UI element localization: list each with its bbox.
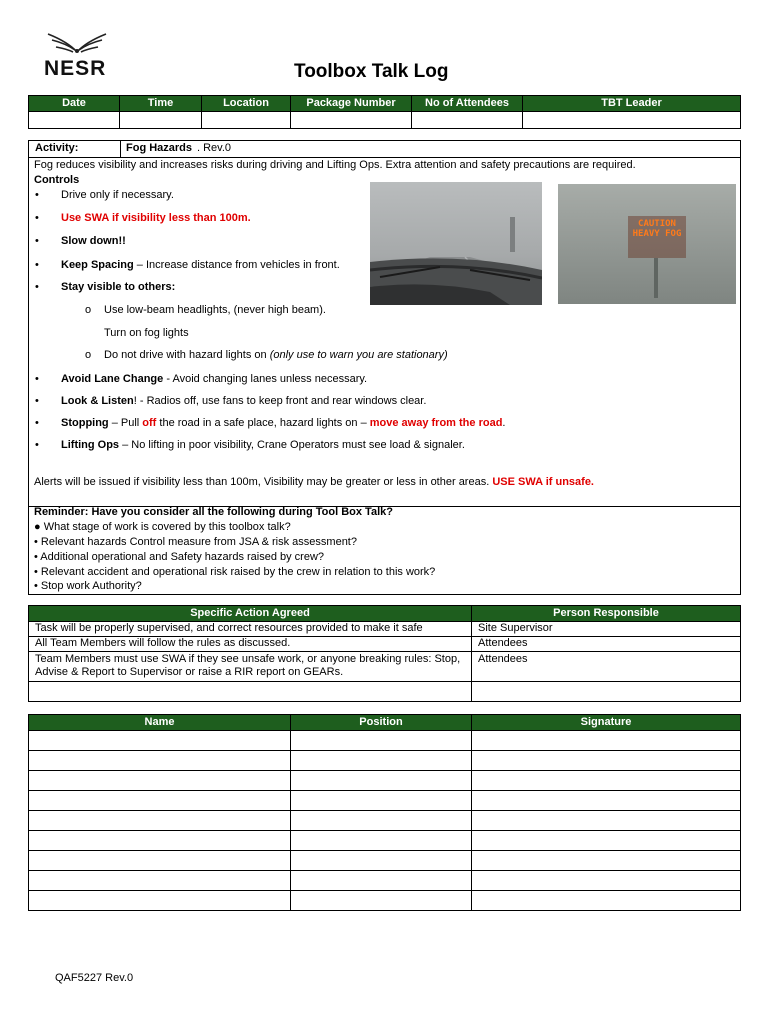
attendance-row (29, 791, 741, 811)
signature-cell[interactable] (472, 731, 741, 751)
name-cell[interactable] (29, 791, 291, 811)
position-cell[interactable] (291, 771, 472, 791)
control-listen: • Look & Listen! - Radios off, use fans to keep front and rear windows clear. (35, 395, 427, 407)
control-swa: • Use SWA if visibility less than 100m. (35, 212, 251, 224)
attendance-row (29, 811, 741, 831)
signature-cell[interactable] (472, 791, 741, 811)
activity-rev: . Rev.0 (197, 142, 232, 154)
attendance-col-position: Position (291, 715, 472, 731)
control-visible: • Stay visible to others: (35, 281, 176, 293)
action-person[interactable] (472, 682, 741, 702)
reminder-item: • Relevant accident and operational risk raised by the crew in relation to this work? (34, 566, 436, 578)
fog-sign-photo (558, 184, 736, 304)
position-cell[interactable] (291, 891, 472, 911)
fog-road-photo (370, 182, 542, 305)
attendance-row (29, 771, 741, 791)
page-title: Toolbox Talk Log (294, 61, 449, 82)
action-text[interactable] (29, 682, 472, 702)
name-cell[interactable] (29, 851, 291, 871)
name-cell[interactable] (29, 891, 291, 911)
control-slow: • Slow down!! (35, 235, 126, 247)
action-row (29, 622, 741, 637)
attendance-row (29, 751, 741, 771)
name-cell[interactable] (29, 871, 291, 891)
position-cell[interactable] (291, 751, 472, 771)
location-cell[interactable] (202, 112, 291, 129)
attendance-row (29, 851, 741, 871)
fog-sign-text: CAUTION HEAVY FOG (632, 219, 682, 239)
reminder-box (28, 505, 741, 595)
reminder-item: • Additional operational and Safety hazards raised by crew? (34, 551, 325, 563)
control-lane: • Avoid Lane Change - Avoid changing lanes unless necessary. (35, 373, 368, 385)
sub-lowbeam: o Use low-beam headlights, (never high beam). (85, 304, 326, 316)
name-cell[interactable] (29, 751, 291, 771)
actions-table (28, 605, 741, 702)
signature-cell[interactable] (472, 891, 741, 911)
actions-col-action: Specific Action Agreed (29, 606, 472, 622)
position-cell[interactable] (291, 871, 472, 891)
activity-divider (120, 141, 121, 157)
action-text: All Team Members will follow the rules as discussed. (29, 637, 472, 652)
info-header-row (29, 96, 741, 112)
position-cell[interactable] (291, 811, 472, 831)
control-lifting: • Lifting Ops – No lifting in poor visibility, Crane Operators must see load & signaler. (35, 439, 465, 451)
sub-foglights: Turn on fog lights (104, 327, 189, 339)
logo-text: NESR (44, 57, 107, 80)
wings-icon (44, 30, 110, 56)
control-stopping: • Stopping – Pull off the road in a safe place, hazard lights on – move away from the road. (35, 417, 506, 429)
name-cell[interactable] (29, 771, 291, 791)
attendance-row (29, 891, 741, 911)
name-cell[interactable] (29, 811, 291, 831)
actions-header-row (29, 606, 741, 622)
name-cell[interactable] (29, 731, 291, 751)
info-col-attendees: No of Attendees (412, 96, 523, 112)
position-cell[interactable] (291, 731, 472, 751)
control-spacing: • Keep Spacing – Increase distance from vehicles in front. (35, 259, 340, 271)
reminder-item: • Stop work Authority? (34, 580, 142, 592)
action-person: Attendees (472, 652, 741, 682)
date-cell[interactable] (29, 112, 120, 129)
info-entry-row (29, 112, 741, 129)
actions-col-person: Person Responsible (472, 606, 741, 622)
action-text: Task will be properly supervised, and correct resources provided to make it safe (29, 622, 472, 637)
package-cell[interactable] (291, 112, 412, 129)
attendance-row (29, 731, 741, 751)
info-table (28, 95, 741, 129)
activity-name: Fog Hazards (126, 142, 193, 154)
activity-label: Activity: (35, 142, 79, 154)
footer-code: QAF5227 Rev.0 (55, 972, 134, 984)
action-row (29, 682, 741, 702)
position-cell[interactable] (291, 851, 472, 871)
info-col-location: Location (202, 96, 291, 112)
position-cell[interactable] (291, 831, 472, 851)
action-person: Site Supervisor (472, 622, 741, 637)
signature-cell[interactable] (472, 851, 741, 871)
attendance-table (28, 714, 741, 911)
info-col-package: Package Number (291, 96, 412, 112)
controls-heading: Controls (34, 174, 80, 186)
attendance-row (29, 831, 741, 851)
reminder-item: • Relevant hazards Control measure from JSA & risk assessment? (34, 536, 357, 548)
signature-cell[interactable] (472, 831, 741, 851)
signature-cell[interactable] (472, 771, 741, 791)
signature-cell[interactable] (472, 751, 741, 771)
time-cell[interactable] (120, 112, 202, 129)
info-col-time: Time (120, 96, 202, 112)
name-cell[interactable] (29, 831, 291, 851)
action-person: Attendees (472, 637, 741, 652)
activity-header (29, 141, 740, 158)
info-col-date: Date (29, 96, 120, 112)
position-cell[interactable] (291, 791, 472, 811)
attendance-col-name: Name (29, 715, 291, 731)
action-row (29, 637, 741, 652)
attendance-row (29, 871, 741, 891)
attendance-header-row (29, 715, 741, 731)
signature-cell[interactable] (472, 871, 741, 891)
alert-text: Alerts will be issued if visibility less than 100m, Visibility may be greater or less in other areas. USE SWA if unsafe. (34, 476, 594, 488)
action-row (29, 652, 741, 682)
leader-cell[interactable] (523, 112, 741, 129)
reminder-item: ● What stage of work is covered by this toolbox talk? (34, 521, 291, 533)
sub-hazard: o Do not drive with hazard lights on (only use to warn you are stationary) (85, 349, 448, 361)
company-logo (44, 30, 110, 80)
info-col-leader: TBT Leader (523, 96, 741, 112)
attendance-col-signature: Signature (472, 715, 741, 731)
reminder-heading: Reminder: Have you consider all the following during Tool Box Talk? (34, 506, 393, 518)
control-drive: • Drive only if necessary. (35, 189, 174, 201)
action-text: Team Members must use SWA if they see unsafe work, or anyone breaking rules: Stop, Advise & Report to Supervisor or raise a RIR report on GEARs. (29, 652, 472, 682)
activity-intro: Fog reduces visibility and increases risks during driving and Lifting Ops. Extra attention and safety precautions are required. (34, 159, 636, 171)
activity-box (28, 140, 741, 507)
attendees-cell[interactable] (412, 112, 523, 129)
signature-cell[interactable] (472, 811, 741, 831)
